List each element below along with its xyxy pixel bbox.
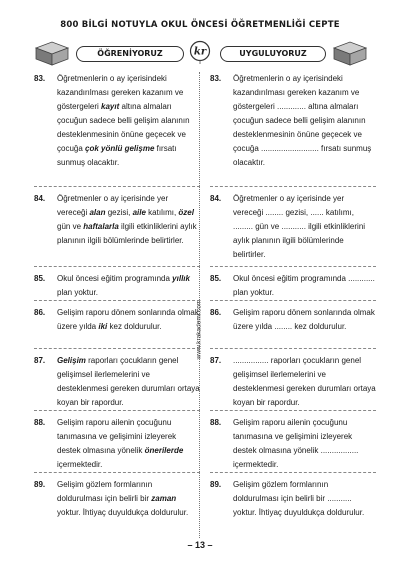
question-number: 89.: [34, 480, 46, 489]
text-segment: Öğretmenler o ay içerisinde yer vereceği ........ gezisi, ...... katılımı, ......... gün ve ........... ilgili etkinliklerini aylık planının ilgili bölümlerinde belirtirler.: [233, 194, 366, 259]
question-separator: [210, 266, 376, 267]
text-segment: Öğretmenlerin o ay içerisindeki kazandırılması gereken kazanım ve göstergeleri: [57, 74, 184, 111]
question-number: 88.: [34, 418, 46, 427]
text-segment: raporları çocukların genel gelişimsel ilerlemelerini ve desteklenmesi gereken durumları ortaya koyan bir rapordur.: [57, 356, 200, 407]
text-segment: Gelişim raporu ailenin çocuğunu tanımasına ve gelişimini izleyerek destek olmasına yönelik: [57, 418, 177, 455]
practice-label: UYGULUYORUZ: [220, 46, 326, 62]
text-segment: Gelişim raporu dönem sonlarında olmak üzere yılda ........ kez doldurulur.: [233, 308, 375, 331]
question-text: [233, 416, 376, 472]
question-text: [57, 416, 200, 472]
question-number: 85.: [210, 274, 222, 283]
question-separator: [34, 348, 200, 349]
question-separator: [34, 410, 200, 411]
question-text: [233, 72, 376, 170]
text-segment: yoktur. İhtiyaç duyuldukça doldurulur.: [57, 508, 189, 517]
text-segment: gün ve: [57, 222, 84, 231]
text-segment: Öğretmenler o ay içerisinde yer vereceği: [57, 194, 169, 217]
question-separator: [34, 472, 200, 473]
text-segment: plan yoktur.: [57, 288, 98, 297]
practice-header: [214, 40, 366, 66]
text-segment: gezisi,: [105, 208, 133, 217]
question-text: [233, 478, 376, 520]
question-separator: [210, 410, 376, 411]
question-text: [233, 192, 376, 262]
question-number: 86.: [210, 308, 222, 317]
keyword: çok yönlü gelişme: [85, 144, 155, 153]
cube-icon: [34, 40, 70, 66]
text-segment: Gelişim raporu ailenin çocuğunu tanımasına ve gelişimini izleyerek destek olmasına yönelik ................. içermektedir.: [233, 418, 359, 469]
question-text: [57, 272, 200, 300]
text-segment: altına almaları çocuğun sadece belli gelişim alanının desteklenmesinin önüne geçecek ve çocuğa: [57, 102, 190, 153]
question-number: 88.: [210, 418, 222, 427]
text-segment: içermektedir.: [57, 460, 103, 469]
question-separator: [34, 300, 200, 301]
kr-logo-icon: [189, 40, 211, 64]
keyword: kayıt: [101, 102, 120, 111]
text-segment: kez doldurulur.: [107, 322, 162, 331]
question-text: [233, 354, 376, 410]
question-number: 84.: [210, 194, 222, 203]
question-number: 87.: [210, 356, 222, 365]
question-text: [233, 272, 376, 300]
question-text: [57, 192, 200, 248]
question-number: 87.: [34, 356, 46, 365]
text-segment: Gelişim raporu dönem sonlarında olmak üzere yılda: [57, 308, 199, 331]
question-separator: [210, 300, 376, 301]
keyword: yıllık: [172, 274, 190, 283]
question-separator: [210, 186, 376, 187]
text-segment: Öğretmenlerin o ay içerisindeki kazandırılması gereken kazanım ve göstergeleri ............. altına almaları çocuğun sadece belli gelişim alanının desteklenmesinin önüne geçecek ve çocuğa .......................... fırsatı sunmuş olacaktır.: [233, 74, 372, 167]
question-text: [233, 306, 376, 334]
keyword: alan: [89, 208, 106, 217]
question-separator: [34, 186, 200, 187]
keyword: önerilerde: [144, 446, 184, 455]
keyword: zaman: [151, 494, 177, 503]
question-number: 84.: [34, 194, 46, 203]
text-segment: Okul öncesi eğitim programında ............ plan yoktur.: [233, 274, 375, 297]
text-segment: Gelişim gözlem formlarının doldurulması için belirli bir ........... yoktur. İhtiyaç duyuldukça doldurulur.: [233, 480, 365, 517]
text-segment: fırsatı sunmuş olacaktır.: [57, 144, 177, 167]
question-text: [57, 354, 200, 410]
page-title: 800 BİLGİ NOTUYLA OKUL ÖNCESİ ÖĞRETMENLİĞİ CEPTE: [60, 20, 340, 30]
question-text: [57, 72, 200, 170]
question-separator: [210, 472, 376, 473]
question-number: 83.: [210, 74, 222, 83]
text-segment: Okul öncesi eğitim programında: [57, 274, 173, 283]
question-number: 85.: [34, 274, 46, 283]
keyword: aile: [132, 208, 146, 217]
text-segment: ................ raporları çocukların genel gelişimsel ilerlemelerini ve desteklenmesi gereken durumları ortaya koyan bir rapordur.: [233, 356, 376, 407]
keyword: haftalarla: [83, 222, 119, 231]
question-number: 89.: [210, 480, 222, 489]
svg-text:kr: kr: [193, 46, 207, 58]
keyword: özel: [178, 208, 194, 217]
text-segment: katılımı,: [145, 208, 179, 217]
learning-header: [34, 40, 186, 66]
text-segment: ilgili etkinliklerini aylık planının ilgili bölümlerinde belirtirler.: [57, 222, 197, 245]
cube-icon: [332, 40, 368, 66]
learning-label: ÖĞRENİYORUZ: [76, 46, 184, 62]
question-text: [57, 478, 200, 520]
keyword: iki: [98, 322, 108, 331]
keyword: Gelişim: [57, 356, 86, 365]
question-text: [57, 306, 200, 334]
question-separator: [210, 348, 376, 349]
question-number: 83.: [34, 74, 46, 83]
page-number: – 13 –: [187, 540, 213, 550]
question-separator: [34, 266, 200, 267]
text-segment: Gelişim gözlem formlarının doldurulması için belirli bir: [57, 480, 153, 503]
question-number: 86.: [34, 308, 46, 317]
